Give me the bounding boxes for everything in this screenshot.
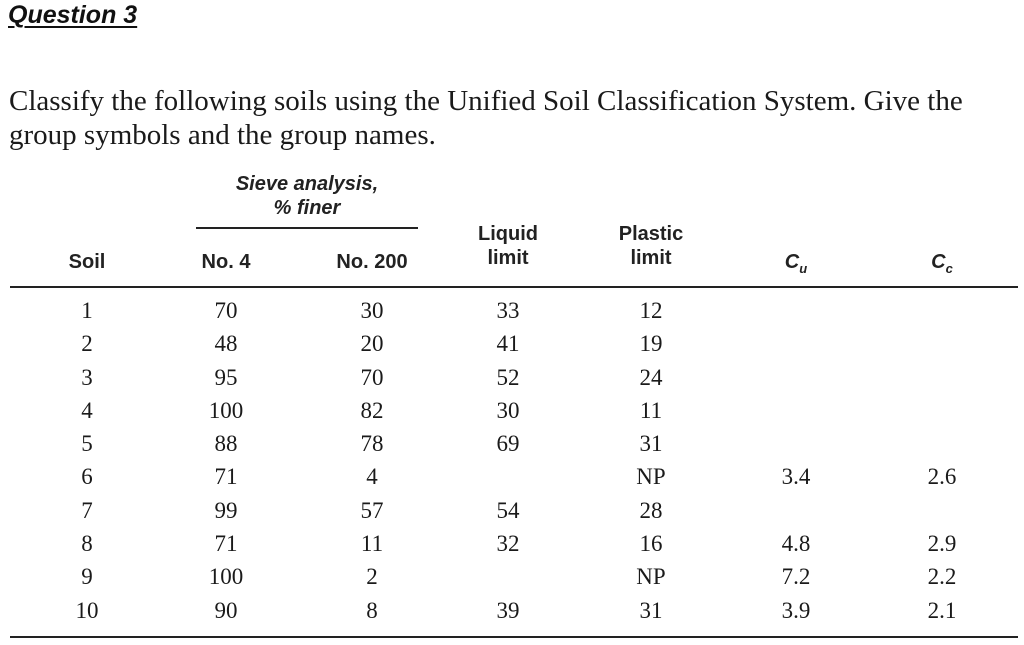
table-row bbox=[0, 460, 1024, 493]
liquid-limit-line2: limit bbox=[487, 247, 529, 269]
plastic-limit-line2: limit bbox=[630, 247, 672, 269]
cell-liquid-limit: 39 bbox=[496, 597, 520, 623]
cell-no200: 2 bbox=[366, 564, 378, 590]
cell-plastic-limit: 31 bbox=[639, 431, 663, 457]
cell-soil: 9 bbox=[81, 564, 93, 590]
group-header-line1: Sieve analysis, bbox=[235, 173, 379, 195]
group-header-rule bbox=[196, 227, 418, 229]
col-header-cu bbox=[741, 250, 851, 281]
cell-liquid-limit: 52 bbox=[496, 364, 520, 390]
col-header-cc bbox=[887, 250, 997, 281]
cell-liquid-limit: 69 bbox=[496, 431, 520, 457]
cc-symbol: C bbox=[931, 251, 946, 273]
cell-soil: 5 bbox=[81, 431, 93, 457]
cu-subscript: u bbox=[799, 261, 808, 276]
cell-soil: 8 bbox=[81, 531, 93, 557]
table-row bbox=[0, 294, 1024, 327]
cell-liquid-limit: 41 bbox=[496, 331, 520, 357]
col-header-no4: No. 4 bbox=[201, 251, 251, 273]
col-header-soil: Soil bbox=[68, 251, 106, 273]
cell-cc: 2.2 bbox=[927, 564, 957, 590]
cell-plastic-limit: 16 bbox=[639, 531, 663, 557]
cell-no200: 8 bbox=[366, 597, 378, 623]
cc-subscript: c bbox=[945, 261, 953, 276]
cell-cu: 4.8 bbox=[781, 531, 811, 557]
table-row bbox=[0, 560, 1024, 593]
cell-no4: 71 bbox=[214, 464, 238, 490]
col-header-liquid-limit bbox=[453, 222, 563, 270]
cell-plastic-limit: NP bbox=[636, 464, 666, 490]
cell-plastic-limit: 12 bbox=[639, 298, 663, 323]
sieve-analysis-group-header bbox=[196, 172, 418, 220]
question-heading: Question 3 bbox=[8, 1, 138, 29]
table-row bbox=[0, 527, 1024, 560]
cell-no4: 88 bbox=[214, 431, 238, 457]
table-row bbox=[0, 427, 1024, 460]
cell-no200: 57 bbox=[360, 497, 384, 523]
table-row bbox=[0, 394, 1024, 427]
cell-no200: 4 bbox=[366, 464, 378, 490]
table-bottom-rule bbox=[10, 636, 1018, 638]
cell-soil: 6 bbox=[81, 464, 93, 490]
col-header-plastic-limit bbox=[596, 222, 706, 270]
cell-no4: 70 bbox=[214, 298, 238, 323]
group-header-line2: % finer bbox=[273, 197, 341, 219]
cell-no4: 100 bbox=[208, 397, 244, 423]
cell-liquid-limit: 33 bbox=[496, 298, 520, 323]
cell-cu: 3.4 bbox=[781, 464, 811, 490]
cell-cc: 2.1 bbox=[927, 597, 957, 623]
plastic-limit-line1: Plastic bbox=[618, 223, 684, 245]
cell-no4: 90 bbox=[214, 597, 238, 623]
cell-no4: 71 bbox=[214, 531, 238, 557]
cell-no200: 20 bbox=[360, 331, 384, 357]
cell-plastic-limit: 28 bbox=[639, 497, 663, 523]
cell-cu: 7.2 bbox=[781, 564, 811, 590]
table-header-rule bbox=[10, 286, 1018, 288]
cell-cu: 3.9 bbox=[781, 597, 811, 623]
table-row bbox=[0, 361, 1024, 394]
cell-soil: 2 bbox=[81, 331, 93, 357]
table-row bbox=[0, 594, 1024, 627]
cell-plastic-limit: 11 bbox=[639, 397, 663, 423]
cell-soil: 4 bbox=[81, 397, 93, 423]
cell-liquid-limit: 54 bbox=[496, 497, 520, 523]
cell-soil: 7 bbox=[81, 497, 93, 523]
cell-no200: 11 bbox=[360, 531, 384, 557]
cell-cc: 2.6 bbox=[927, 464, 957, 490]
cell-plastic-limit: NP bbox=[636, 564, 666, 590]
question-prompt: Classify the following soils using the Unified Soil Classification System. Give the group symbols and the group names. bbox=[9, 85, 963, 151]
table-row bbox=[0, 494, 1024, 527]
cell-plastic-limit: 31 bbox=[639, 597, 663, 623]
cell-no4: 99 bbox=[214, 497, 238, 523]
table-row bbox=[0, 327, 1024, 360]
cell-soil: 3 bbox=[81, 364, 93, 390]
cell-no200: 82 bbox=[360, 397, 384, 423]
cell-soil: 1 bbox=[81, 298, 93, 323]
cell-no4: 100 bbox=[208, 564, 244, 590]
cell-cc: 2.9 bbox=[927, 531, 957, 557]
table-body bbox=[0, 294, 1024, 627]
liquid-limit-line1: Liquid bbox=[478, 223, 538, 245]
cell-soil: 10 bbox=[75, 597, 99, 623]
cell-liquid-limit: 32 bbox=[496, 531, 520, 557]
cu-symbol: C bbox=[784, 251, 800, 273]
cell-no200: 78 bbox=[360, 431, 384, 457]
cell-plastic-limit: 24 bbox=[639, 364, 663, 390]
cell-plastic-limit: 19 bbox=[639, 331, 663, 357]
col-header-no200: No. 200 bbox=[336, 251, 408, 273]
cell-liquid-limit: 30 bbox=[496, 397, 520, 423]
cell-no4: 48 bbox=[214, 331, 238, 357]
cell-no4: 95 bbox=[214, 364, 238, 390]
cell-no200: 30 bbox=[360, 298, 384, 323]
cell-no200: 70 bbox=[360, 364, 384, 390]
